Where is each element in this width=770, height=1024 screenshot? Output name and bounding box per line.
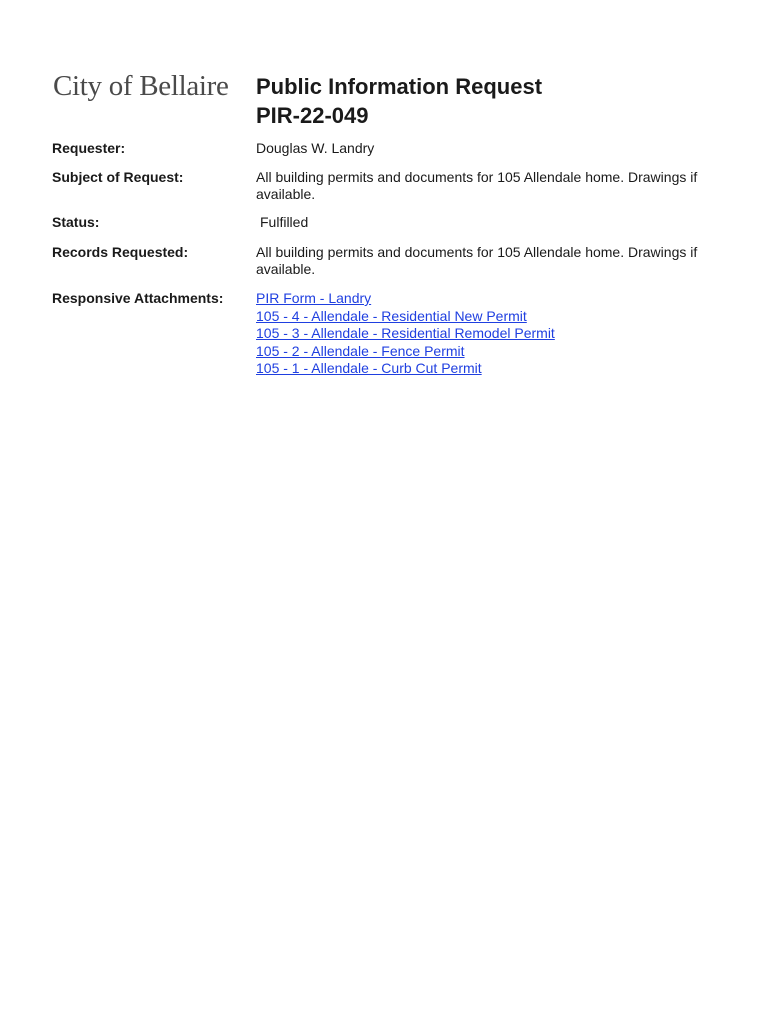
city-logo: City of Bellaire xyxy=(53,70,229,102)
page-title: Public Information Request xyxy=(256,74,543,99)
request-id: PIR-22-049 xyxy=(256,103,369,128)
attachment-link-residential-remodel-permit[interactable]: 105 - 3 - Allendale - Residential Remodel Permit xyxy=(256,325,555,341)
records-label: Records Requested: xyxy=(52,244,189,260)
attachment-link-pir-form[interactable]: PIR Form - Landry xyxy=(256,290,372,306)
status-value: Fulfilled xyxy=(260,214,309,230)
subject-label: Subject of Request: xyxy=(52,169,184,185)
requester-value: Douglas W. Landry xyxy=(256,140,375,156)
title-block xyxy=(256,72,542,130)
attachments-list xyxy=(256,290,716,378)
attachment-link-fence-permit[interactable]: 105 - 2 - Allendale - Fence Permit xyxy=(256,342,465,359)
attachment-link-curb-cut-permit[interactable]: 105 - 1 - Allendale - Curb Cut Permit xyxy=(256,360,482,376)
attachments-label: Responsive Attachments: xyxy=(52,290,224,306)
status-label: Status: xyxy=(52,214,100,230)
subject-value: All building permits and documents for 105 Allendale home. Drawings if available. xyxy=(256,169,698,202)
requester-label: Requester: xyxy=(52,140,126,156)
attachment-link-residential-new-permit[interactable]: 105 - 4 - Allendale - Residential New Permit xyxy=(256,307,527,324)
records-value: All building permits and documents for 105 Allendale home. Drawings if available. xyxy=(256,244,698,277)
